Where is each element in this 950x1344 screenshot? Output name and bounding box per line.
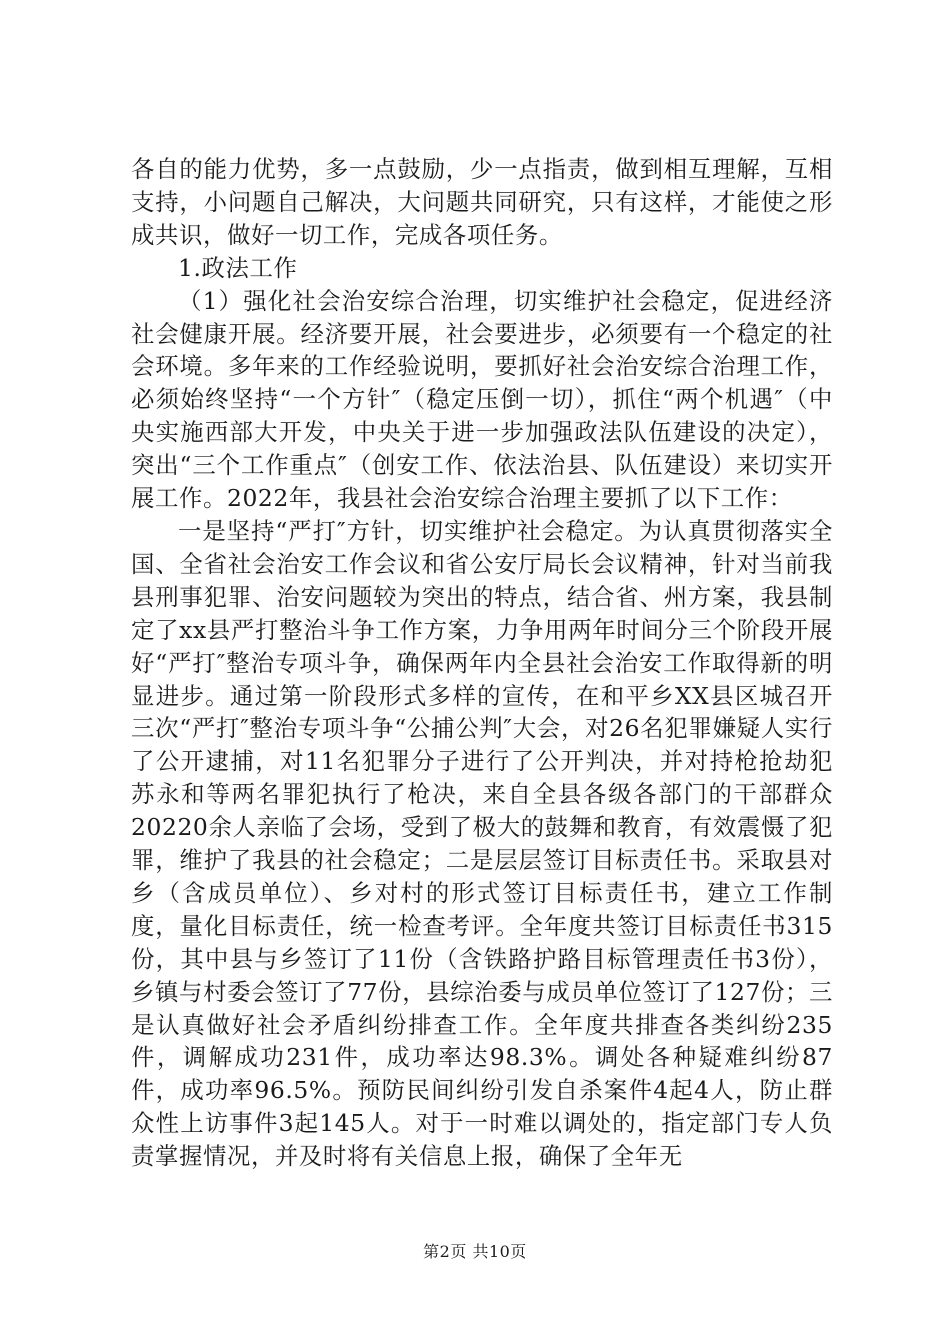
paragraph-intro: （1）强化社会治安综合治理，切实维护社会稳定，促进经济社会健康开展。经济要开展，社会要进步，必须要有一个稳定的社会环境。多年来的工作经验说明，要抓好社会治安综合治理工作，必须始终坚持“一个方针″（稳定压倒一切），抓住“两个机遇″（中央实施西部大开发，中央关于进一步加强政法队伍建设的决定），突出“三个工作重点″（创安工作、依法治县、队伍建设）来切实开展工作。2022年，我县社会治安综合治理主要抓了以下工作： [131,286,833,513]
paragraph-continuation: 各自的能力优势，多一点鼓励，少一点指责，做到相互理解，互相支持，小问题自己解决，大问题共同研究，只有这样，才能使之形成共识，做好一切工作，完成各项任务。 [131,155,833,249]
paragraph-main: 一是坚持“严打″方针，切实维护社会稳定。为认真贯彻落实全国、全省社会治安工作会议和省公安厅局长会议精神，针对当前我县刑事犯罪、治安问题较为突出的特点，结合省、州方案，我县制定了xx县严打整治斗争工作方案，力争用两年时间分三个阶段开展好“严打″整治专项斗争，确保两年内全县社会治安工作取得新的明显进步。通过第一阶段形式多样的宣传，在和平乡XX县区城召开三次“严打″整治专项斗争“公捕公判″大会，对26名犯罪嫌疑人实行了公开逮捕，对11名犯罪分子进行了公开判决，并对持枪抢劫犯苏永和等两名罪犯执行了枪决，来自全县各级各部门的干部群众20220余人亲临了会场，受到了极大的鼓舞和教育，有效震慑了犯罪，维护了我县的社会稳定；二是层层签订目标责任书。采取县对乡（含成员单位）、乡对村的形式签订目标责任书，建立工作制度，量化目标责任，统一检查考评。全年度共签订目标责任书315份，其中县与乡签订了11份（含铁路护路目标管理责任书3份），乡镇与村委会签订了77份，县综治委与成员单位签订了127份；三是认真做好社会矛盾纠纷排查工作。全年度共排查各类纠纷235件，调解成功231件，成功率达98.3%。调处各种疑难纠纷87件，成功率96.5%。预防民间纠纷引发自杀案件4起4人，防止群众性上访事件3起145人。对于一时难以调处的，指定部门专人负责掌握情况，并及时将有关信息上报，确保了全年无 [131,516,833,1171]
section-heading: 1.政法工作 [178,253,298,282]
page-number-footer: 第2页 共10页 [423,1242,527,1261]
document-body [131,153,833,1173]
